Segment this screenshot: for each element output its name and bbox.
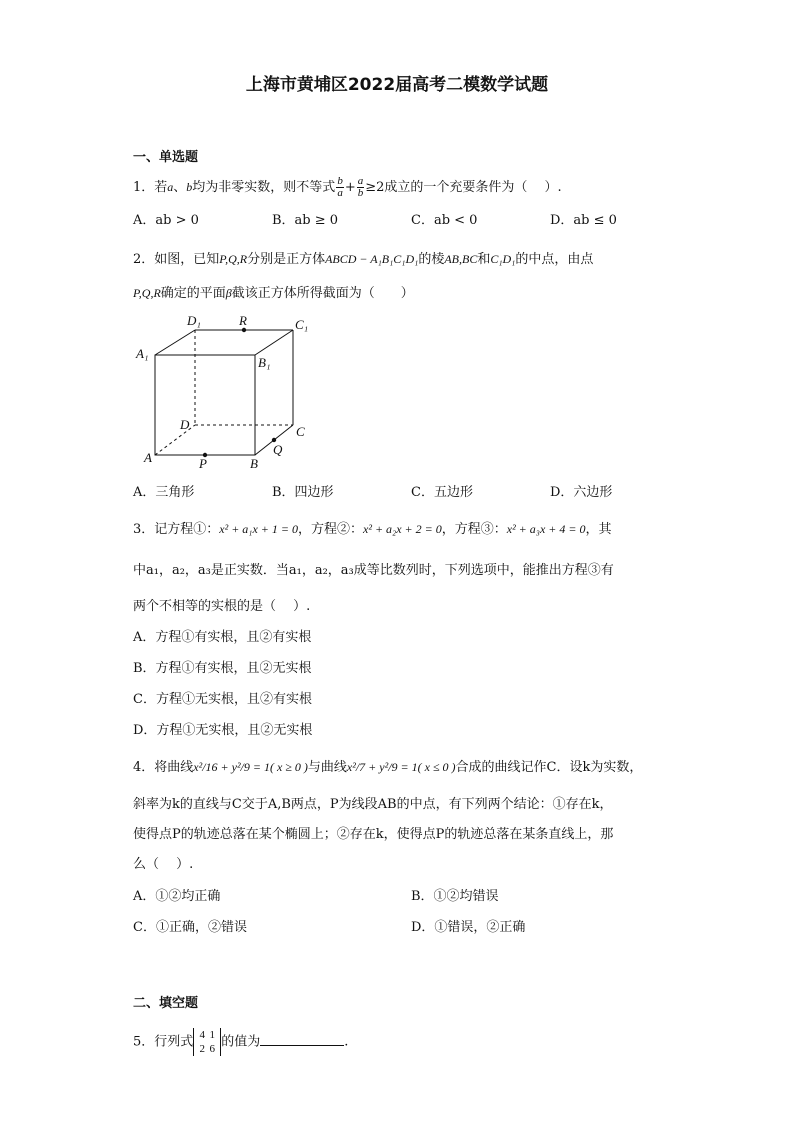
- question-4-line-1: 4．将曲线x²/16 + y²/9 = 1( x ≥ 0 )与曲线x²/7 + y²/9 = 1( x ≤ 0 )合成的曲线记作C．设k为实数，: [133, 760, 643, 775]
- page-title: 上海市黄埔区2022届高考二模数学试题: [245, 75, 549, 95]
- answer-blank[interactable]: [260, 1033, 344, 1046]
- question-4-line-4: 么（ ）.: [133, 857, 194, 872]
- q4-option-a: A．①②均正确: [133, 889, 221, 904]
- q2-option-a: A．三角形: [133, 485, 195, 500]
- section-heading-fill-in: 二、填空题: [133, 996, 199, 1011]
- label-c1: C₁: [295, 317, 309, 332]
- q2-option-c: C．五边形: [411, 485, 473, 500]
- q4-option-b: B．①②均错误: [411, 889, 499, 904]
- question-3-line-1: 3．记方程①：x² + a₁x + 1 = 0，方程②：x² + a₂x + 2 = 0，方程③：x² + a₃x + 4 = 0，其: [133, 522, 612, 537]
- label-c: C: [296, 424, 305, 439]
- section-heading-single-choice: 一、单选题: [133, 150, 199, 165]
- q3-option-b: B．方程①有实根，且②无实根: [133, 661, 312, 676]
- determinant: 4 1 2 6: [193, 1028, 221, 1056]
- cube-figure: [133, 310, 323, 475]
- question-2-line-2: P,Q,R确定的平面β截该正方体所得截面为（ ）: [133, 286, 414, 301]
- q1-option-c: C．ab < 0: [411, 213, 478, 228]
- label-b1: B₁: [258, 355, 271, 370]
- q2-option-b: B．四边形: [272, 485, 334, 500]
- q4-option-c: C．①正确，②错误: [133, 920, 247, 935]
- label-p: P: [199, 456, 207, 471]
- q3-option-a: A．方程①有实根，且②有实根: [133, 630, 312, 645]
- question-2-line-1: 2．如图，已知P,Q,R分别是正方体ABCD − A₁B₁C₁D₁的棱AB,BC和C₁D₁的中点，由点: [133, 252, 594, 267]
- question-5: 5．行列式 4 1 2 6 的值为 .: [133, 1029, 349, 1055]
- label-r: R: [239, 313, 247, 328]
- question-4-line-2: 斜率为k的直线与C交于A,B两点，P为线段AB的中点，有下列两个结论：①存在k，: [133, 797, 613, 812]
- q1-option-b: B．ab ≥ 0: [272, 213, 339, 228]
- q1-option-d: D．ab ≤ 0: [550, 213, 617, 228]
- label-d: D: [180, 417, 190, 432]
- question-3-line-2: 中a₁，a₂，a₃是正实数．当a₁，a₂，a₃成等比数列时，下列选项中，能推出方程③有: [133, 563, 614, 578]
- q3-option-d: D．方程①无实根，且②无实根: [133, 723, 313, 738]
- label-a1: A₁: [136, 346, 149, 361]
- label-d1: D₁: [187, 313, 201, 328]
- point-r: [242, 328, 246, 332]
- question-1: 1．若a、b均为非零实数，则不等式 $\frac{b}{a}$ + $\frac{a}{b}$ ≥2成立的一个充要条件为（ ）.: [133, 175, 562, 199]
- question-3-line-3: 两个不相等的实根的是（ ）.: [133, 599, 311, 614]
- fraction-a-over-b: $\frac{a}{b}$: [357, 175, 364, 199]
- fraction-b-over-a: $\frac{b}{a}$: [337, 175, 343, 199]
- label-q: Q: [273, 442, 283, 457]
- q1-option-a: A．ab > 0: [133, 213, 199, 228]
- question-4-line-3: 使得点P的轨迹总落在某个椭圆上；②存在k，使得点P的轨迹总落在某条直线上，那: [133, 827, 614, 842]
- label-b: B: [250, 456, 258, 471]
- q2-option-d: D．六边形: [550, 485, 613, 500]
- q4-option-d: D．①错误，②正确: [411, 920, 526, 935]
- q3-option-c: C．方程①无实根，且②有实根: [133, 692, 312, 707]
- label-a: A: [144, 450, 152, 465]
